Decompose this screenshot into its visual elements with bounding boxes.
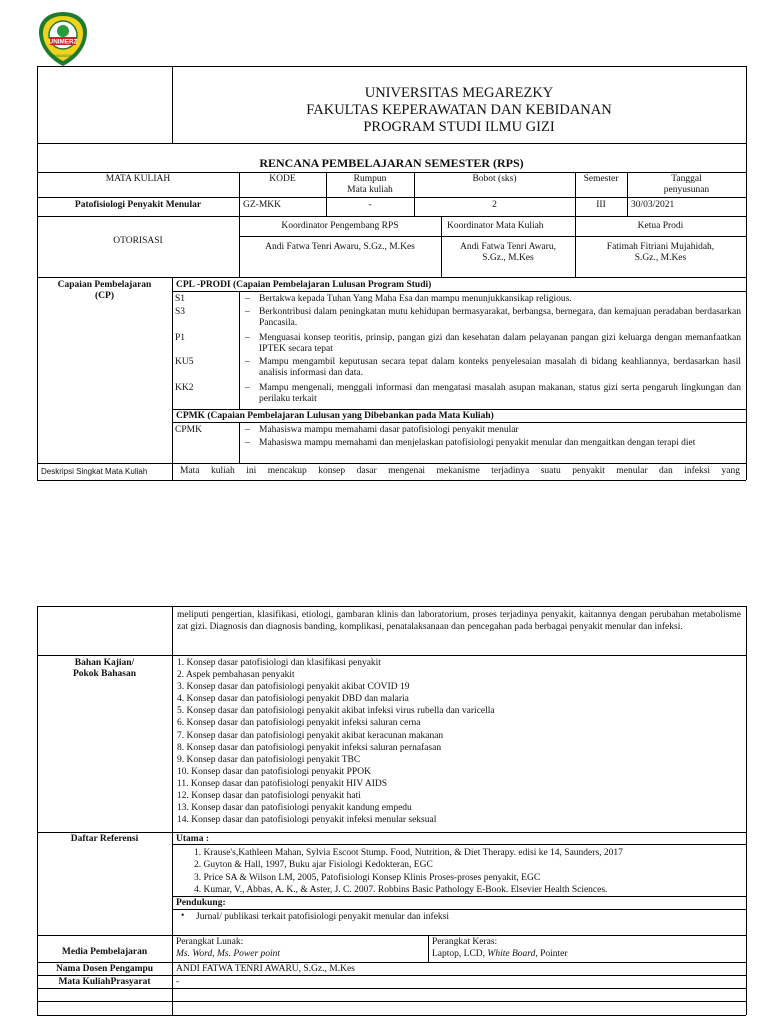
list-dash: –: [245, 438, 250, 448]
list-item: 9. Konsep dasar dan patofisiologi penyakit TBC: [177, 754, 361, 765]
list-item: 2. Guyton & Hall, 1997, Buku ajar Fisiologi Kedokteran, EGC: [194, 860, 433, 871]
header-semester: Semester: [583, 174, 619, 184]
course-code: GZ-MKK: [243, 200, 281, 210]
media-keras-value-a: Laptop, LCD,: [432, 949, 488, 959]
list-dash: –: [245, 383, 250, 393]
list-item: 4. Kumar, V., Abbas, A. K., & Aster, J. C. 2007. Robbins Basic Pathology E-Book. Elsevier Health Sciences.: [194, 885, 608, 896]
media-keras-value-c: , Pointer: [535, 949, 568, 959]
university-logo: [36, 10, 90, 68]
otorisasi-col2-name: Andi Fatwa Tenri Awaru,: [460, 242, 556, 252]
header-tanggal: Tanggal: [671, 174, 702, 184]
cpl-item: Mampu mengambil keputusan secara tepat dalam konteks penyelesaian masalah di bidang keahliannya, berdasarkan hasil analisis informasi dan data.: [259, 357, 741, 378]
cpl-item: Mampu mengenali, menggali informasi dan mengatasi masalah asupan makanan, status gizi serta pengaruh lingkungan dan perilaku terkait: [259, 383, 741, 404]
list-dash: –: [245, 357, 250, 367]
cpl-item: Menguasai konsep teoritis, prinsip, pangan gizi dan kesehatan dalam pelayanan pangan gizi keluarga dengan memanfaatkan IPTEK secara tepat: [259, 333, 741, 354]
otorisasi-col3-title: Ketua Prodi: [637, 221, 684, 231]
cp-label-2: (CP): [95, 291, 114, 301]
svg-text:MAKASSAR: MAKASSAR: [54, 54, 72, 58]
cpl-code: S3: [175, 307, 186, 317]
prasyarat-label: Mata KuliahPrasyarat: [58, 977, 151, 987]
list-dash: –: [245, 333, 250, 343]
referensi-pendukung-item: Jurnal/ publikasi terkait patofisiologi penyakit menular dan infeksi: [196, 912, 450, 922]
list-item: 6. Konsep dasar dan patofisiologi penyakit infeksi saluran cerna: [177, 718, 421, 729]
list-item: 8. Konsep dasar dan patofisiologi penyakit infeksi saluran pernafasan: [177, 742, 442, 753]
header-rumpun-2: Mata kuliah: [347, 185, 393, 195]
bahan-label: Bahan Kajian/: [74, 658, 135, 668]
media-keras-title: Perangkat Keras:: [432, 937, 498, 947]
list-item: 5. Konsep dasar dan patofisiologi penyakit akibat infeksi virus rubella dan varicella: [177, 706, 495, 717]
cpl-title: CPL -PRODI (Capaian Pembelajaran Lulusan Program Studi): [176, 280, 432, 290]
course-name: Patofisiologi Penyakit Menular: [74, 200, 202, 210]
cpl-item: Bertakwa kepada Tuhan Yang Maha Esa dan mampu menunjukkansikap religious.: [259, 294, 572, 304]
list-dash: –: [245, 294, 250, 304]
document-title: RENCANA PEMBELAJARAN SEMESTER (RPS): [259, 156, 524, 170]
header-mata-kuliah: MATA KULIAH: [105, 174, 171, 184]
list-item: 4. Konsep dasar dan patofisiologi penyakit DBD dan malaria: [177, 694, 409, 705]
dosen-label: Nama Dosen Pengampu: [55, 964, 154, 974]
header-tanggal-2: penyusunan: [663, 185, 710, 195]
cpmk-item: Mahasiswa mampu memahami dan menjelaskan patofisiologi penyakit menular dan mengaitkan dengan terapi diet: [259, 438, 696, 448]
list-dash: –: [245, 307, 250, 317]
list-item: 10. Konsep dasar dan patofisiologi penyakit PPOK: [177, 766, 371, 777]
course-semester: III: [596, 200, 606, 210]
bahan-list: [177, 657, 495, 826]
list-item: 14. Konsep dasar dan patofisiologi penyakit infeksi menular seksual: [177, 815, 437, 826]
dosen-value: ANDI FATWA TENRI AWARU, S.Gz., M.Kes: [176, 964, 355, 974]
program-name: PROGRAM STUDI ILMU GIZI: [363, 119, 555, 135]
media-lunak-value: Ms. Word, Ms. Power point: [176, 949, 281, 959]
course-date: 30/03/2021: [631, 200, 675, 210]
list-item: 3. Konsep dasar dan patofisiologi penyakit akibat COVID 19: [177, 682, 410, 693]
otorisasi-col1-name: Andi Fatwa Tenri Awaru, S.Gz., M.Kes: [265, 242, 415, 252]
prasyarat-value: -: [176, 977, 180, 987]
cpl-code: KK2: [175, 383, 194, 393]
otorisasi-col2-title: Koordinator Mata Kuliah: [447, 221, 544, 231]
bahan-label-2: Pokok Bahasan: [72, 669, 137, 679]
list-item: 3. Price SA & Wilson LM, 2005, Patofisiologi Konsep Klinis Proses-proses penyakit, EGC: [194, 872, 541, 883]
cp-label: Capaian Pembelajaran: [57, 280, 152, 290]
header-kode: KODE: [269, 174, 296, 184]
media-keras-value: [432, 949, 568, 960]
cpl-code: P1: [175, 333, 186, 343]
list-item: 13. Konsep dasar dan patofisiologi penyakit kandung empedu: [177, 803, 412, 814]
media-lunak-title: Perangkat Lunak:: [176, 937, 244, 947]
media-label: Media Pembelajaran: [61, 947, 148, 957]
cpmk-code: CPMK: [175, 425, 202, 435]
list-item: 2. Aspek pembahasan penyakit: [177, 670, 295, 681]
cpmk-item: Mahasiswa mampu memahami dasar patofisiologi penyakit menular: [259, 425, 519, 435]
cpl-code: S1: [175, 294, 186, 304]
referensi-pendukung: Pendukung:: [176, 898, 226, 908]
description-text-page1: Mata kuliah ini mencakup konsep dasar mengenai mekanisme terjadinya suatu penyakit menular dan infeksi yang: [180, 466, 740, 476]
list-item: 12. Konsep dasar dan patofisiologi penyakit hati: [177, 791, 361, 802]
otorisasi-col3-name: Fatimah Fitriani Mujahidah,: [606, 242, 715, 252]
svg-text:UNIMERZ: UNIMERZ: [48, 38, 78, 46]
header-rumpun: Rumpun: [353, 174, 387, 184]
cpl-item: Berkontribusi dalam peningkatan mutu kehidupan bermasyarakat, berbangsa, bernegara, dan kemajuan peradaban berdasarkan Pancasila.: [259, 307, 741, 328]
header-bobot: Bobot (sks): [472, 174, 517, 184]
bullet-icon: •: [181, 911, 185, 921]
course-rumpun: -: [368, 200, 372, 210]
list-item: 11. Konsep dasar dan patofisiologi penyakit HIV AIDS: [177, 778, 388, 789]
media-keras-value-b: White Board: [487, 949, 536, 959]
university-name: UNIVERSITAS MEGAREZKY: [364, 85, 554, 101]
referensi-utama: Utama :: [176, 834, 209, 844]
description-text-page2: meliputi pengertian, klasifikasi, etiologi, gambaran klinis dan laboratorium, proses terjadinya penyakit, kaitannya dengan perubahan metabolisme zat gizi. Diagnosis dan diagnosis banding, komplikasi, penatalaksanaan dan pencegahan pada berbagai penyakit menular dan infeksi.: [177, 610, 741, 632]
otorisasi-col2-name-2: S.Gz., M.Kes: [482, 253, 534, 263]
list-item: 1. Krause's,Kathleen Mahan, Sylvia Escoot Stump. Food, Nutrition, & Diet Therapy. edisi ke 14, Saunders, 2017: [194, 848, 623, 858]
referensi-list: [194, 847, 623, 897]
otorisasi-col3-name-2: S.Gz., M.Kes: [634, 253, 687, 263]
otorisasi-label: OTORISASI: [113, 236, 163, 246]
list-item: 1. Konsep dasar patofisiologi dan klasifikasi penyakit: [177, 658, 381, 668]
cpmk-title: CPMK (Capaian Pembelajaran Lulusan yang Dibebankan pada Mata Kuliah): [176, 411, 494, 421]
cpl-code: KU5: [175, 357, 194, 367]
list-item: 7. Konsep dasar dan patofisiologi penyakit akibat keracunan makanan: [177, 730, 444, 741]
faculty-name: FAKULTAS KEPERAWATAN DAN KEBIDANAN: [306, 102, 612, 118]
list-dash: –: [245, 425, 250, 435]
course-bobot: 2: [492, 200, 497, 210]
description-label: Deskripsi Singkat Mata Kuliah: [41, 467, 148, 476]
referensi-label: Daftar Referensi: [70, 834, 139, 844]
otorisasi-col1-title: Koordinator Pengembang RPS: [281, 221, 399, 231]
